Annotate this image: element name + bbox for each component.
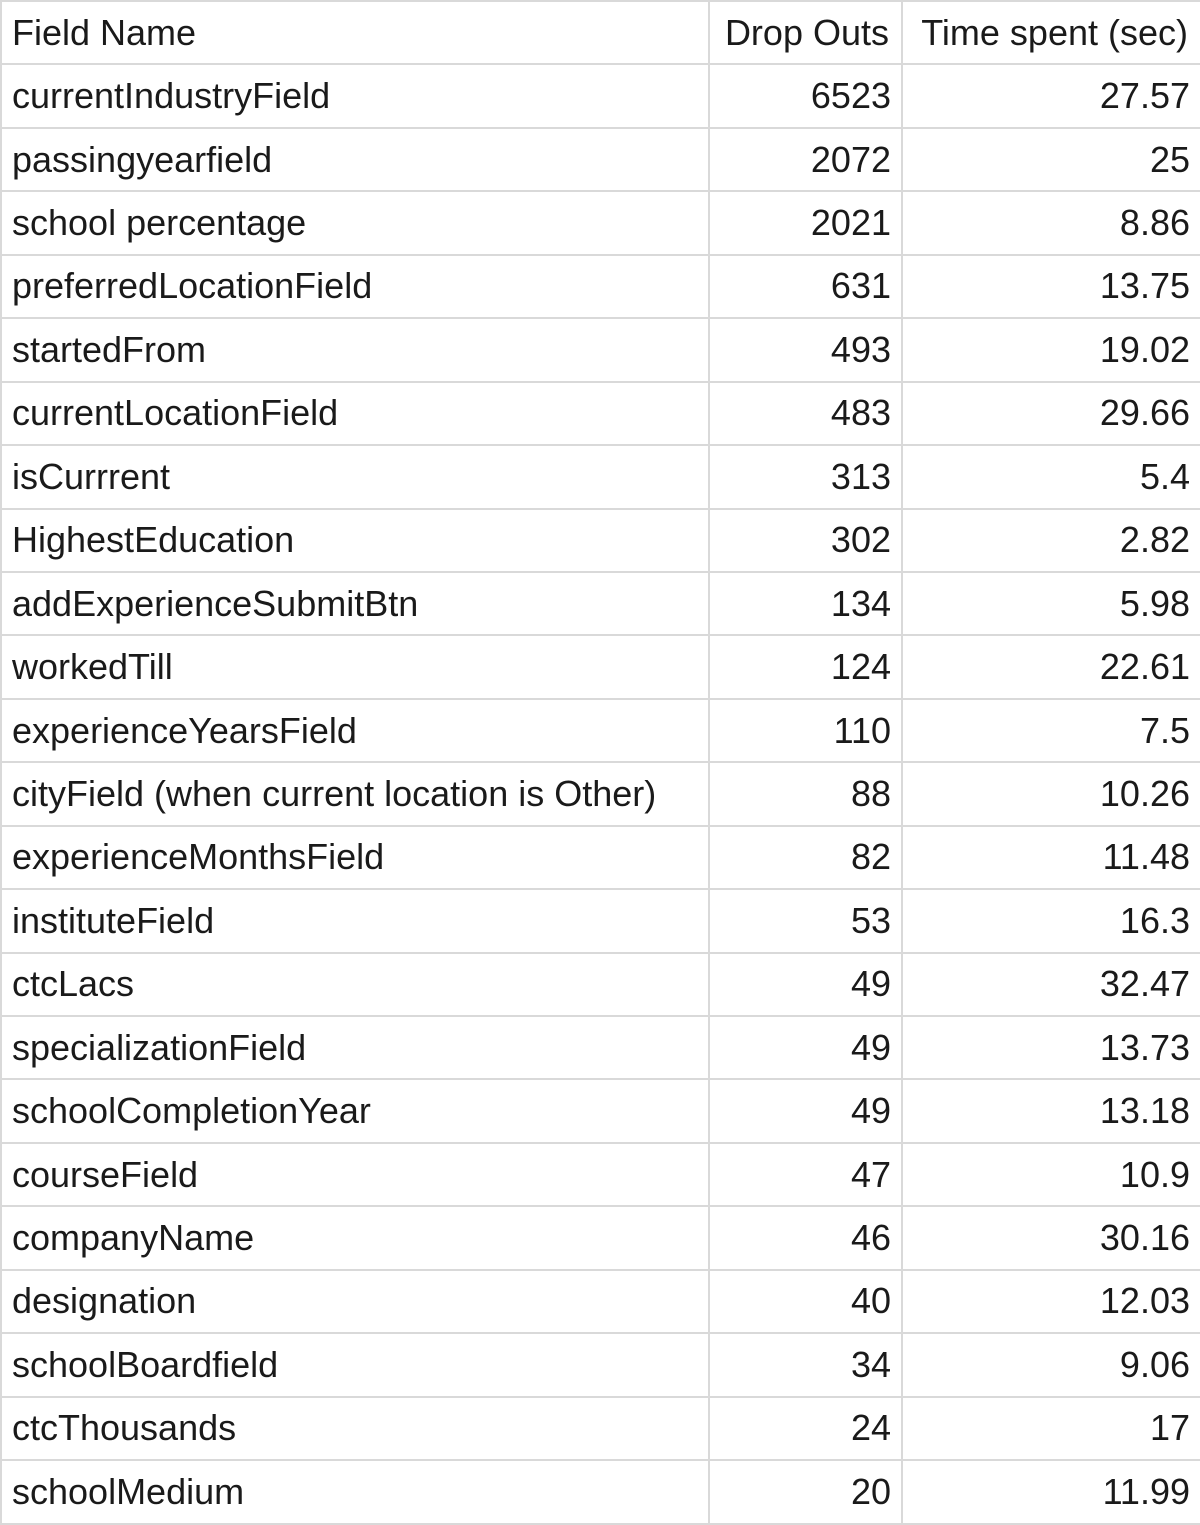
field-name-cell[interactable]: currentLocationField — [1, 382, 709, 445]
table-row — [1, 635, 1200, 698]
drop-outs-cell[interactable]: 20 — [709, 1460, 902, 1523]
time-spent-cell[interactable]: 11.48 — [902, 826, 1200, 889]
drop-outs-cell[interactable]: 49 — [709, 1016, 902, 1079]
time-spent-cell[interactable]: 7.5 — [902, 699, 1200, 762]
field-name-cell[interactable]: addExperienceSubmitBtn — [1, 572, 709, 635]
drop-outs-cell[interactable]: 40 — [709, 1270, 902, 1333]
header-cell-drop-outs[interactable]: Drop Outs — [709, 1, 902, 64]
time-spent-cell[interactable]: 16.3 — [902, 889, 1200, 952]
table-row — [1, 509, 1200, 572]
table-row — [1, 953, 1200, 1016]
table-row — [1, 1206, 1200, 1269]
field-name-cell[interactable]: courseField — [1, 1143, 709, 1206]
time-spent-cell[interactable]: 29.66 — [902, 382, 1200, 445]
table-row — [1, 1079, 1200, 1142]
field-name-cell[interactable]: schoolBoardfield — [1, 1333, 709, 1396]
header-cell-field-name[interactable]: Field Name — [1, 1, 709, 64]
drop-outs-cell[interactable]: 134 — [709, 572, 902, 635]
field-name-cell[interactable]: ctcThousands — [1, 1397, 709, 1460]
time-spent-cell[interactable]: 5.4 — [902, 445, 1200, 508]
table-row — [1, 64, 1200, 127]
field-name-cell[interactable]: specializationField — [1, 1016, 709, 1079]
table-row — [1, 128, 1200, 191]
time-spent-cell[interactable]: 13.75 — [902, 255, 1200, 318]
drop-outs-cell[interactable]: 6523 — [709, 64, 902, 127]
time-spent-cell[interactable]: 27.57 — [902, 64, 1200, 127]
time-spent-cell[interactable]: 12.03 — [902, 1270, 1200, 1333]
time-spent-cell[interactable]: 10.26 — [902, 762, 1200, 825]
time-spent-cell[interactable]: 13.18 — [902, 1079, 1200, 1142]
table-row — [1, 255, 1200, 318]
drop-outs-cell[interactable]: 49 — [709, 1079, 902, 1142]
drop-outs-cell[interactable]: 34 — [709, 1333, 902, 1396]
drop-outs-cell[interactable]: 302 — [709, 509, 902, 572]
field-name-cell[interactable]: ctcLacs — [1, 953, 709, 1016]
drop-outs-cell[interactable]: 2072 — [709, 128, 902, 191]
time-spent-cell[interactable]: 9.06 — [902, 1333, 1200, 1396]
field-name-cell[interactable]: preferredLocationField — [1, 255, 709, 318]
field-name-cell[interactable]: currentIndustryField — [1, 64, 709, 127]
time-spent-cell[interactable]: 22.61 — [902, 635, 1200, 698]
drop-outs-cell[interactable]: 46 — [709, 1206, 902, 1269]
field-name-cell[interactable]: startedFrom — [1, 318, 709, 381]
table-row — [1, 1460, 1200, 1523]
time-spent-cell[interactable]: 25 — [902, 128, 1200, 191]
field-name-cell[interactable]: passingyearfield — [1, 128, 709, 191]
time-spent-cell[interactable]: 5.98 — [902, 572, 1200, 635]
table-row — [1, 1333, 1200, 1396]
drop-outs-cell[interactable]: 82 — [709, 826, 902, 889]
table-row — [1, 1397, 1200, 1460]
time-spent-cell[interactable]: 13.73 — [902, 1016, 1200, 1079]
drop-outs-cell[interactable]: 483 — [709, 382, 902, 445]
field-name-cell[interactable]: workedTill — [1, 635, 709, 698]
time-spent-cell[interactable]: 19.02 — [902, 318, 1200, 381]
table-row — [1, 1270, 1200, 1333]
field-name-cell[interactable]: designation — [1, 1270, 709, 1333]
drop-outs-cell[interactable]: 124 — [709, 635, 902, 698]
table-row — [1, 826, 1200, 889]
table-row — [1, 889, 1200, 952]
field-name-cell[interactable]: isCurrrent — [1, 445, 709, 508]
field-name-cell[interactable]: experienceMonthsField — [1, 826, 709, 889]
time-spent-cell[interactable]: 8.86 — [902, 191, 1200, 254]
field-name-cell[interactable]: school percentage — [1, 191, 709, 254]
time-spent-cell[interactable]: 17 — [902, 1397, 1200, 1460]
time-spent-cell[interactable]: 30.16 — [902, 1206, 1200, 1269]
table-row — [1, 318, 1200, 381]
field-name-cell[interactable]: schoolCompletionYear — [1, 1079, 709, 1142]
time-spent-cell[interactable]: 32.47 — [902, 953, 1200, 1016]
drop-outs-cell[interactable]: 24 — [709, 1397, 902, 1460]
field-name-cell[interactable]: instituteField — [1, 889, 709, 952]
time-spent-cell[interactable]: 10.9 — [902, 1143, 1200, 1206]
drop-outs-cell[interactable]: 313 — [709, 445, 902, 508]
table-row — [1, 1143, 1200, 1206]
table-row — [1, 382, 1200, 445]
field-name-cell[interactable]: schoolMedium — [1, 1460, 709, 1523]
table-row — [1, 762, 1200, 825]
header-cell-time-spent[interactable]: Time spent (sec) — [902, 1, 1200, 64]
drop-outs-cell[interactable]: 493 — [709, 318, 902, 381]
field-name-cell[interactable]: companyName — [1, 1206, 709, 1269]
field-name-cell[interactable]: HighestEducation — [1, 509, 709, 572]
time-spent-cell[interactable]: 2.82 — [902, 509, 1200, 572]
drop-outs-cell[interactable]: 110 — [709, 699, 902, 762]
field-name-cell[interactable]: experienceYearsField — [1, 699, 709, 762]
table-row — [1, 1016, 1200, 1079]
field-name-cell[interactable]: cityField (when current location is Other) — [1, 762, 709, 825]
table-row — [1, 572, 1200, 635]
time-spent-cell[interactable]: 11.99 — [902, 1460, 1200, 1523]
drop-outs-cell[interactable]: 631 — [709, 255, 902, 318]
drop-outs-cell[interactable]: 47 — [709, 1143, 902, 1206]
drop-outs-cell[interactable]: 49 — [709, 953, 902, 1016]
header-row — [1, 1, 1200, 64]
drop-outs-cell[interactable]: 88 — [709, 762, 902, 825]
drop-outs-cell[interactable]: 2021 — [709, 191, 902, 254]
table-row — [1, 191, 1200, 254]
table-row — [1, 445, 1200, 508]
drop-outs-cell[interactable]: 53 — [709, 889, 902, 952]
table-row — [1, 699, 1200, 762]
